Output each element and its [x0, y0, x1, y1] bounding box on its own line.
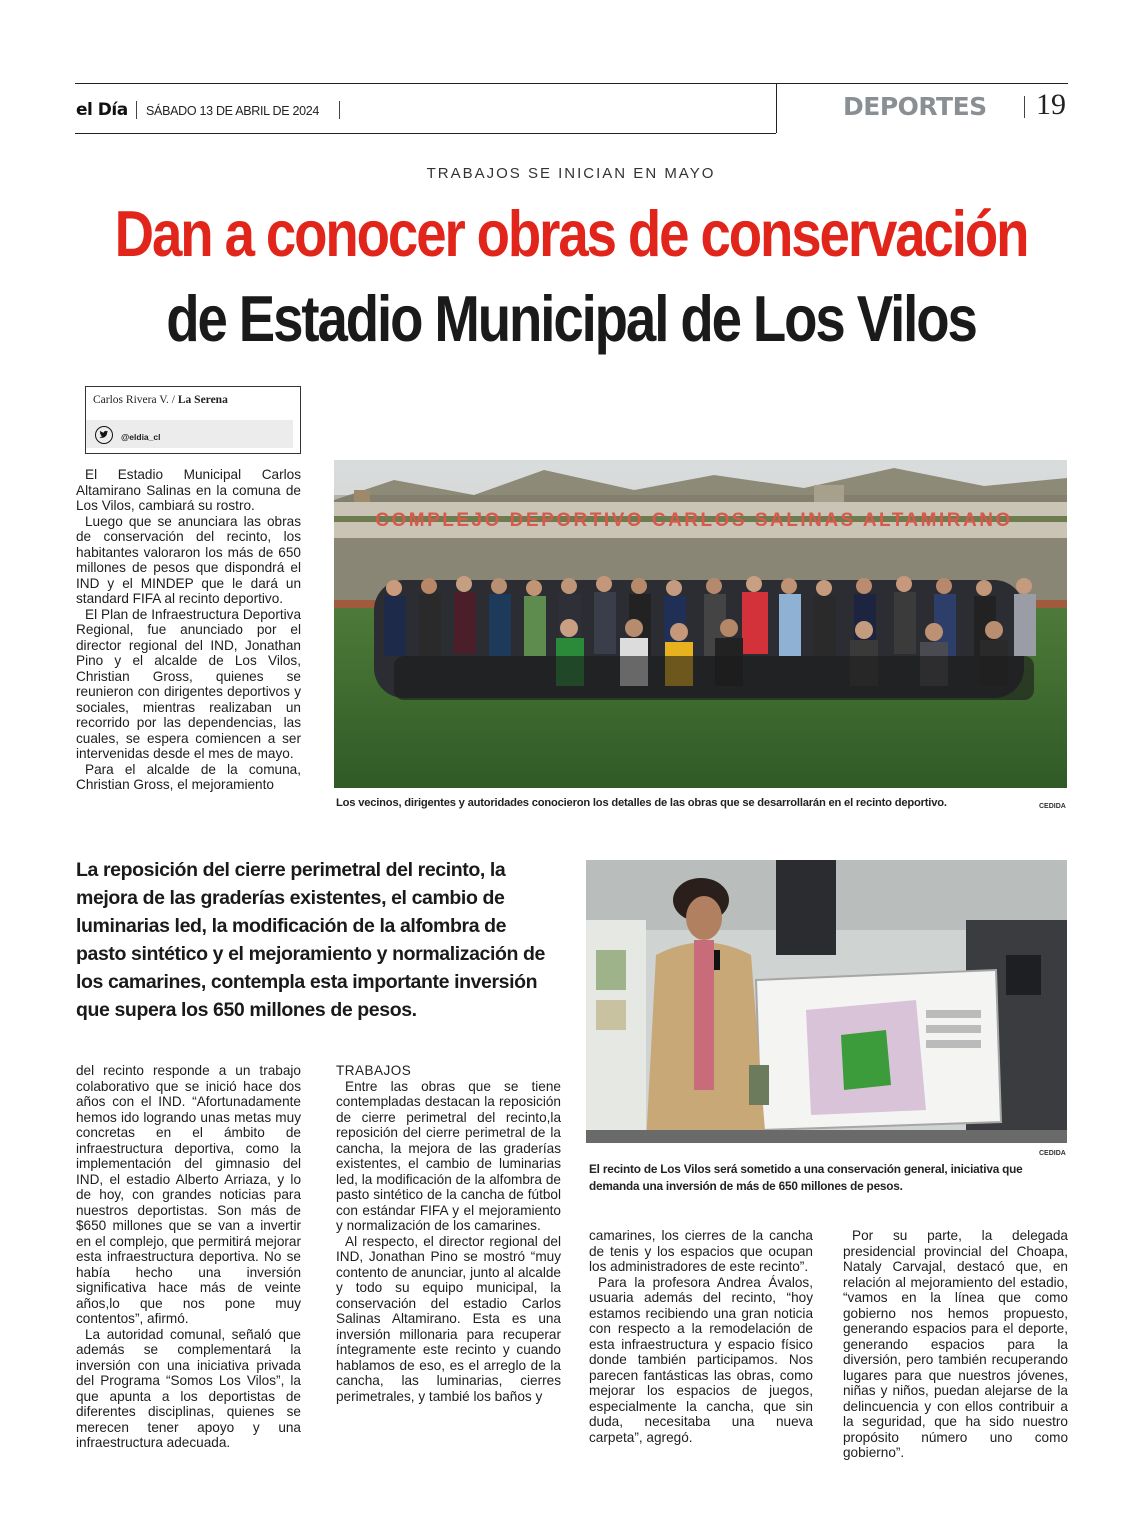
article-column-2a [76, 1063, 301, 1463]
paragraph: Por su parte, la delegada presidencial provincial del Choapa, Nataly Carvajal, destacó que, en relación al mejoramiento del estadio, “vamos en la línea que como gobierno nos hemos propuesto, generando espacios para el deporte, generando espacios para la diversión, pero también recuperando lugares para que nuestros jóvenes, niñas y niños, puedan alejarse de la delincuencia y con ellos contribuir a la seguridad, que ha sido nuestro propósito número uno como gobierno”. [843, 1228, 1068, 1460]
headline-line-1: Dan a conocer obras de conservación [114, 197, 1028, 270]
paragraph: Para el alcalde de la comuna, Christian Gross, el mejoramiento [76, 761, 301, 792]
paragraph: El Plan de Infraestructura Deportiva Regional, fue anunciado por el director regional del IND, Jonathan Pino y el alcalde de Los Vilos, Christian Gross, quienes se reunieron con dirigentes deportivos y sociales, mientras realizaban un recorrido por las dependencias, las cuales, se espera comiencen a ser intervenidas desde el mes de mayo. [76, 606, 301, 761]
paragraph: camarines, los cierres de la cancha de tenis y los espacios que ocupan los administradores de este recinto”. [589, 1228, 813, 1274]
presentation-photo [586, 860, 1067, 1143]
paragraph: Para la profesora Andrea Ávalos, usuaria además del recinto, “hoy estamos recibiendo una gran noticia con respecto a la remodelación de esta infraestructura y espacio físico donde también participamos. Nos parecen fantásticas las obras, como mejorar los espacios de juegos, especialmente la cancha, que sin duda, necesitaba una nueva carpeta”, agregó. [589, 1274, 813, 1445]
pull-quote: La reposición del cierre perimetral del recinto, la mejora de las graderías existentes, el cambio de luminarias led, la modificación de la alfombra de pasto sintético y el mejoramiento y normalización de los camarines, contempla esta importante inversión que supera los 650 millones de pesos. [76, 859, 545, 1021]
paragraph: Al respecto, el director regional del IND, Jonathan Pino se mostró “muy contento de anunciar, junto al alcalde y todo su equipo municipal, la conservación del estadio Carlos Salinas Altamirano. Esta es una inversión millonaria para recuperar íntegramente este recinto y cuando hablamos de eso, es el arreglo de la cancha, las luminarias, cierres perimetrales, y tambié los baños y [336, 1233, 561, 1404]
header-top-rule [75, 83, 1068, 84]
byline-author: Carlos Rivera V. / [93, 394, 175, 406]
group-photo [334, 460, 1067, 788]
twitter-bar [86, 420, 293, 448]
section-name: DEPORTES [843, 92, 987, 121]
paragraph: El Estadio Municipal Carlos Altamirano Salinas en la comuna de Los Vilos, cambiará su rostro. [76, 467, 301, 513]
byline [93, 394, 228, 406]
kicker: TRABAJOS SE INICIAN EN MAYO [426, 165, 716, 182]
article-column-1 [76, 467, 301, 819]
header-pipe [339, 101, 340, 119]
photo-1-caption: Los vecinos, dirigentes y autoridades conocieron los detalles de las obras que se desarrollarán en el recinto deportivo. [336, 797, 947, 809]
byline-place: La Serena [177, 394, 228, 406]
page-number: 19 [1036, 88, 1066, 121]
twitter-handle[interactable]: @eldia_cl [121, 432, 161, 442]
paragraph: del recinto responde a un trabajo colaborativo que se inició hace dos años con el IND. “Afortunadamente hemos ido logrando unas metas muy concretas en el ámbito de infraestructura deportiva, como la implementación del gimnasio del IND, el estadio Alberto Arriaza, y lo de hoy, con grandes noticias para nuestros deportistas. Son más de $650 millones que se van a invertir en el complejo, que permitirá mejorar esta infraestructura deportiva. No se había hecho una inversión significativa hace más de veinte años,lo que nos pone muy contentos”, afirmó. [76, 1063, 301, 1326]
headline-line-2: de Estadio Municipal de Los Vilos [166, 282, 976, 355]
header-divider [776, 83, 777, 133]
twitter-bird-icon [95, 426, 113, 444]
paragraph: La autoridad comunal, señaló que además se complementará la inversión con una iniciativa privada del Programa “Somos Los Vilos”, la que apunta a los deportistas de diferentes disciplinas, quienes se merecen tener apoyo y una infraestructura adecuada. [76, 1326, 301, 1450]
photo-2-credit: CEDIDA [1039, 1150, 1066, 1157]
stadium-sign-text: COMPLEJO DEPORTIVO CARLOS SALINAS ALTAMIRANO [375, 510, 1013, 531]
header-pipe [1024, 96, 1025, 118]
header-date: SÁBADO 13 DE ABRIL DE 2024 [146, 104, 320, 118]
photo-2-caption: El recinto de Los Vilos será sometido a una conservación general, iniciativa que demanda una inversión de más de 650 millones de pesos. [589, 1162, 1023, 1193]
header-bottom-rule [75, 133, 776, 134]
article-column-2b [336, 1063, 561, 1463]
subhead: TRABAJOS [336, 1063, 412, 1078]
article-column-2d [843, 1228, 1068, 1468]
newspaper-brand: el Día [76, 100, 128, 120]
paragraph: Entre las obras que se tiene contempladas destacan la reposición de cierre perimetral del recinto,la reposición del cierre perimetral de la cancha, la mejora de las graderías existentes, el cambio de luminarias led, la modificación de la alfombra de pasto sintético de la cancha de fútbol con estándar FIFA y el mejoramiento y normalización de los camarines. [336, 1078, 561, 1233]
paragraph: Luego que se anunciara las obras de conservación del recinto, los habitantes valoraron los más de 650 millones de pesos que dispondrá el IND y el MINDEP que le dará un standard FIFA al recinto deportivo. [76, 513, 301, 606]
photo-1-credit: CEDIDA [1039, 803, 1066, 810]
header-pipe [136, 101, 137, 119]
article-column-2c [589, 1228, 813, 1468]
